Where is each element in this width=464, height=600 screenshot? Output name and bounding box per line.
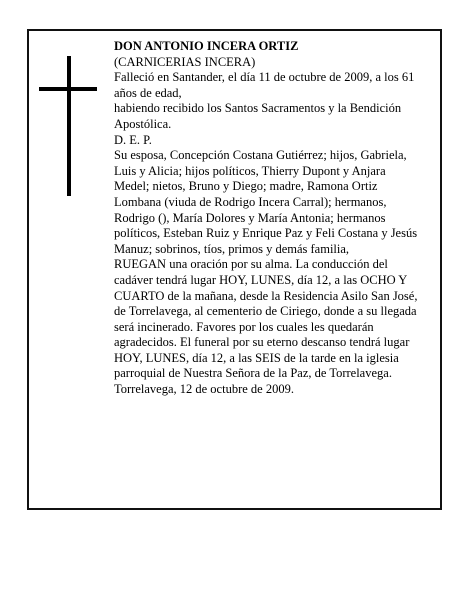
death-notice: Falleció en Santander, el día 11 de octubre de 2009, a los 61 años de edad, [114,70,415,100]
sacraments-line: habiendo recibido los Santos Sacramentos y la Bendición Apostólica. [114,101,402,131]
family-paragraph: Su esposa, Concepción Costana Gutiérrez; hijos, Gabriela, Luis y Alicia; hijos políticos, Thierry Dupont y Anjara Medel; nietos, Bruno y Diego; madre, Ramona Ortiz Lombana (viuda de Rodrigo Incera Carral); hermanos, Rodrigo (), María Dolores y María Antonia; hermanos políticos, Esteban Ruiz y Enrique Paz y Feli Costana y Jesús Manuz; sobrinos, tíos, primos y demás familia, [114,148,418,256]
place-date: Torrelavega, 12 de octubre de 2009. [114,382,294,397]
deceased-name: DON ANTONIO INCERA ORTIZ [114,39,299,53]
cross-icon [67,56,71,196]
dep-line: D. E. P. [114,132,152,147]
request-paragraph: RUEGAN una oración por su alma. La conducción del cadáver tendrá lugar HOY, LUNES, día 12, a las OCHO Y CUARTO de la mañana, desde la Residencia Asilo San José, de Torrelavega, al cementerio de Ciriego, donde a su llegada será incinerado. Favores por los cuales les quedarán agradecidos. El funeral por su eterno descanso tendrá lugar HOY, LUNES, día 12, a las SEIS de la tarde en la iglesia parroquial de Nuestra Señora de la Paz, de Torrelavega. [114,257,418,381]
obituary-text [114,39,418,398]
company-name: (CARNICERIAS INCERA) [114,54,256,69]
cross-icon-bar [39,87,97,91]
